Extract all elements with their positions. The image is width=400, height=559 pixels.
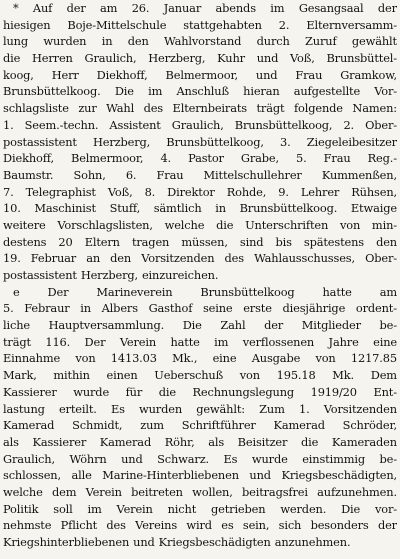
article-text bbox=[3, 0, 397, 551]
article-line: Kamerad Schmidt, zum Schriftführer Kamerad Schröder, bbox=[3, 418, 397, 433]
article-line: 1. Seem.-techn. Assistent Graulich, Brunsbüttelkoog, 2. Ober- bbox=[3, 117, 397, 132]
article-line: trägt 116. Der Verein hatte im verflossenen Jahre eine bbox=[3, 334, 397, 349]
article-line: Kriegshinterbliebenen und Kriegsbeschädigten anzunehmen. bbox=[3, 535, 351, 549]
article-line: Brunsbüttelkoog. Die im Anschluß hieran aufgestellte Vor- bbox=[3, 84, 397, 99]
article-line: e Der Marineverein Brunsbüttelkoog hatte am bbox=[13, 284, 397, 299]
article-line: Baumstr. Sohn, 6. Frau Mittelschullehrer Kummenßen, bbox=[3, 167, 397, 182]
article-line: schlagsliste zur Wahl des Elternbeirats trägt folgende Namen: bbox=[3, 101, 397, 116]
article-line: koog, Herr Diekhoff, Belmermoor, und Frau Gramkow, bbox=[3, 67, 397, 82]
article-line: * Auf der am 26. Januar abends im Gesangsaal der bbox=[13, 1, 397, 15]
article-line: hiesigen Boje-Mittelschule stattgehabten 2. Elternversamm- bbox=[3, 17, 397, 32]
article-line: 5. Febraur in Albers Gasthof seine erste diesjährige ordent- bbox=[3, 301, 397, 316]
article-line: Mark, mithin einen Ueberschuß von 195.18 Mk. Dem bbox=[3, 368, 397, 383]
article-line: 19. Februar an den Vorsitzenden des Wahlausschusses, Ober- bbox=[3, 251, 397, 266]
article-line: Politik soll im Verein nicht getrieben werden. Die vor- bbox=[3, 501, 397, 516]
article-line: schlossen, alle Marine-Hinterbliebenen und Kriegsbeschädigten, bbox=[3, 468, 397, 483]
article-line: liche Hauptversammlung. Die Zahl der Mitglieder be- bbox=[3, 318, 397, 333]
article-line: postassistent Herzberg, Brunsbüttelkoog, 3. Ziegeleibesitzer bbox=[3, 134, 397, 149]
article-line: Einnahme von 1413.03 Mk., eine Ausgabe von 1217.85 bbox=[3, 351, 397, 366]
article-line: 10. Maschinist Stuff, sämtlich in Brunsbüttelkoog. Etwaige bbox=[3, 201, 397, 216]
article-line: lastung erteilt. Es wurden gewählt: Zum 1. Vorsitzenden bbox=[3, 401, 397, 416]
article-line: nehmste Pflicht des Vereins wird es sein, sich besonders der bbox=[3, 518, 397, 533]
article-line: lung wurden in den Wahlvorstand durch Zuruf gewählt bbox=[3, 34, 397, 49]
article-line: Kassierer wurde für die Rechnungslegung 1919/20 Ent- bbox=[3, 384, 397, 399]
article-line: postassistent Herzberg, einzureichen. bbox=[3, 268, 219, 282]
article-line: Graulich, Wöhrn und Schwarz. Es wurde einstimmig be- bbox=[3, 451, 397, 466]
article-line: als Kassierer Kamerad Röhr, als Beisitzer die Kameraden bbox=[3, 434, 397, 449]
article-line: welche dem Verein beitreten wollen, beitragsfrei aufzunehmen. bbox=[3, 484, 397, 499]
article-line: 7. Telegraphist Voß, 8. Direktor Rohde, 9. Lehrer Rühsen, bbox=[3, 184, 397, 199]
article-line: Diekhoff, Belmermoor, 4. Pastor Grabe, 5. Frau Reg.- bbox=[3, 151, 397, 166]
article-line: destens 20 Eltern tragen müssen, sind bis spätestens den bbox=[3, 234, 397, 249]
article-line: die Herren Graulich, Herzberg, Kuhr und Voß, Brunsbüttel- bbox=[3, 51, 397, 66]
article-line: weitere Vorschlagslisten, welche die Unterschriften von min- bbox=[3, 217, 397, 232]
